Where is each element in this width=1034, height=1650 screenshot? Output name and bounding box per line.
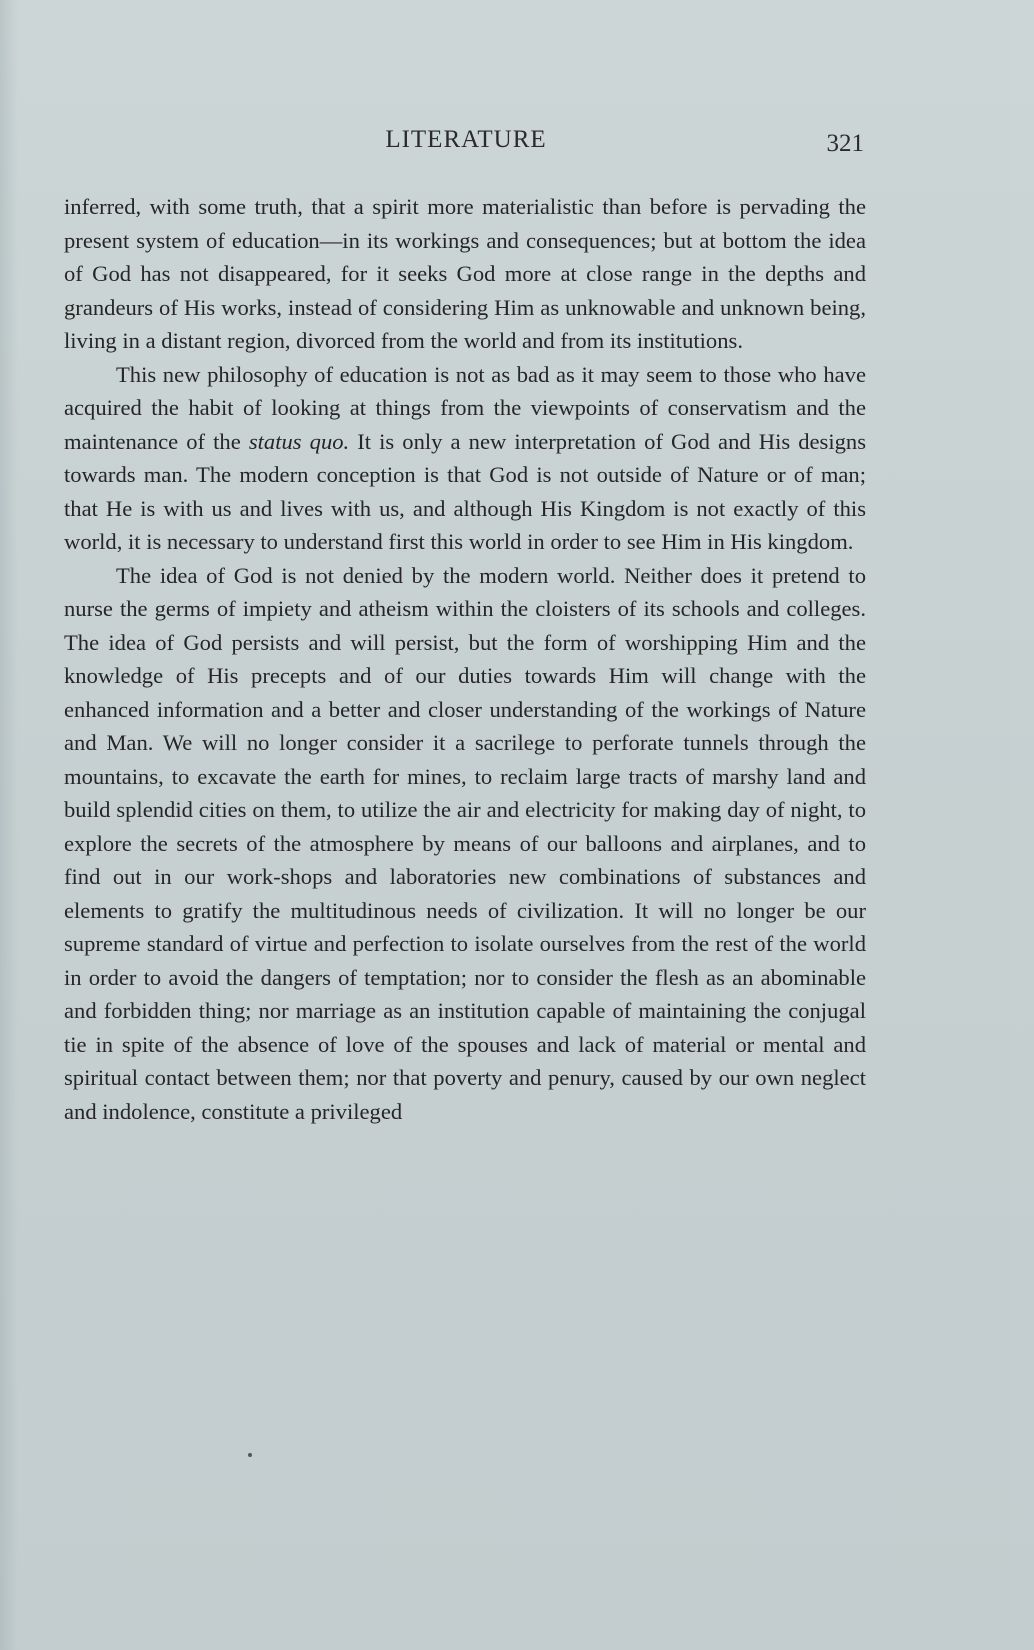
body-text — [64, 190, 866, 1128]
paragraph-2-italic: status quo. — [248, 428, 350, 454]
ink-speck — [248, 1453, 252, 1457]
paragraph-1: inferred, with some truth, that a spirit more materialistic than before is pervading the present system of education—in its workings and consequences; but at bottom the idea of God has not disappeared, for it seeks God more at close range in the depths and grandeurs of His works, instead of considering Him as unknowable and unknown being, living in a distant region, divorced from the world and from its institutions. — [64, 194, 866, 353]
running-title: LITERATURE — [385, 126, 547, 153]
running-head — [62, 118, 870, 158]
paragraph-3: The idea of God is not denied by the modern world. Neither does it pretend to nurse the germs of impiety and atheism within the cloisters of its schools and colleges. The idea of God persists and will persist, but the form of worshipping Him and the knowledge of His precepts and of our duties towards Him will change with the enhanced information and a better and closer understanding of the workings of Nature and Man. We will no longer consider it a sacrilege to perforate tunnels through the mountains, to excavate the earth for mines, to reclaim large tracts of marshy land and build splendid cities on them, to utilize the air and electricity for making day of night, to explore the secrets of the atmosphere by means of our balloons and airplanes, and to find out in our work-shops and laboratories new combinations of substances and elements to gratify the multitudinous needs of civilization. It will no longer be our supreme standard of virtue and perfection to isolate ourselves from the rest of the world in order to avoid the dangers of temptation; nor to consider the flesh as an abominable and forbidden thing; nor marriage as an institution capable of maintaining the conjugal tie in spite of the absence of love of the spouses and lack of material or mental and spiritual contact between them; nor that poverty and penury, caused by our own neglect and indolence, constitute a privileged — [64, 562, 866, 1124]
paragraph-2-text-after: It is only a new interpretation of God and His designs towards man. The modern conception is that God is not outside of Nature or of man; that He is with us and lives with us, and although His Kingdom is not exactly of this world, it is necessary to understand first this world in order to see Him in His kingdom. — [64, 428, 866, 554]
page-number: 321 — [826, 130, 864, 157]
paragraph-2-text-before: This new philosophy of education is not as bad as it may seem to those who have acquired the habit of looking at things from the viewpoints of conservatism and the maintenance of the — [64, 361, 866, 454]
paragraph-2 — [64, 358, 866, 559]
